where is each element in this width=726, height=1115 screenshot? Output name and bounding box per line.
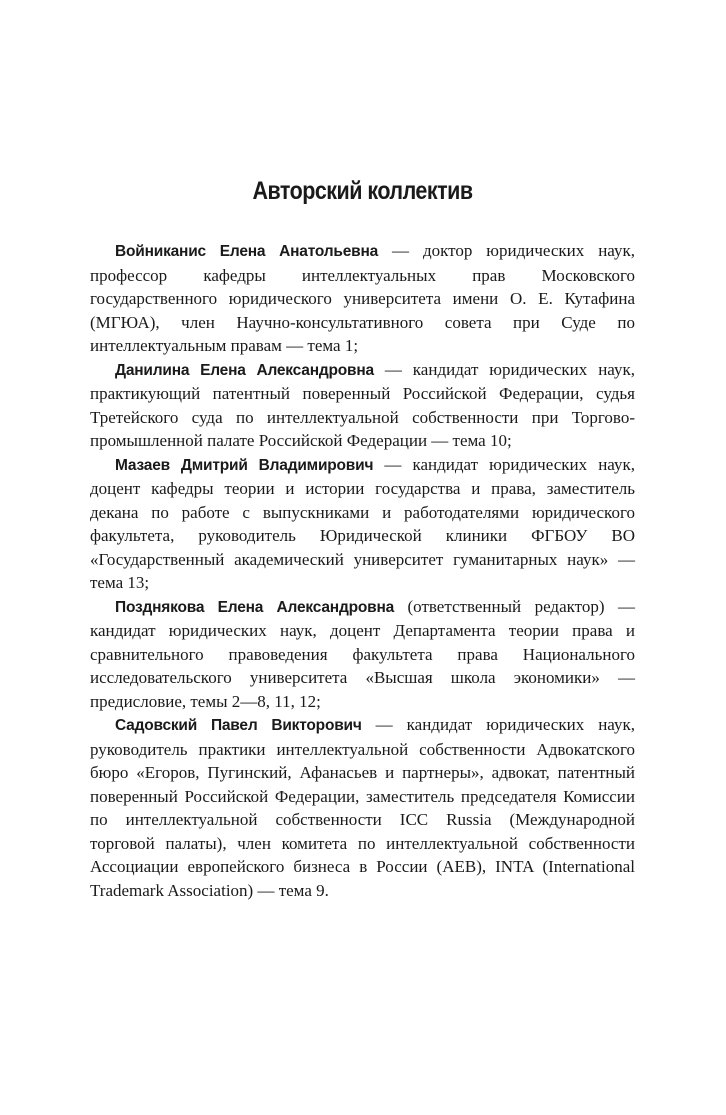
author-description: — доктор юридических наук, профессор кафедры интеллектуальных прав Московского государственного юридического университета имени О. Е. Кутафина (МГЮА), член Научно-консультативного совета при Суде по интеллектуальным правам — тема 1; bbox=[90, 241, 635, 355]
author-name: Войниканис Елена Анатольевна bbox=[115, 243, 379, 260]
author-entry bbox=[90, 713, 635, 902]
document-page bbox=[90, 0, 635, 1115]
author-description: — кандидат юридических наук, практикующий патентный поверенный Российской Федерации, судья Третейского суда по интеллектуальной собственности при Торгово-промышленной палате Российской Федерации — тема 10; bbox=[90, 359, 635, 450]
author-entry bbox=[90, 453, 635, 595]
author-name: Мазаев Дмитрий Владимирович bbox=[115, 456, 374, 474]
author-name: Данилина Елена Александровна bbox=[115, 361, 374, 379]
author-entry bbox=[90, 358, 635, 453]
authors-list bbox=[90, 239, 635, 902]
author-description: — кандидат юридических наук, руководитель практики интеллектуальной собственности Адвокатского бюро «Егоров, Пугинский, Афанасьев и партнеры», адвокат, патентный поверенный Российской Федерации, заместитель председателя Комиссии по интеллектуальной собственности ICC Russia (Международной торговой палаты), член комитета по интеллектуальной собственности Ассоциации европейского бизнеса в России (AEB), INTA (International Trademark Association) — тема 9. bbox=[90, 715, 635, 900]
author-entry bbox=[90, 239, 635, 358]
author-entry bbox=[90, 595, 635, 714]
page-title: Авторский коллектив bbox=[252, 177, 473, 205]
author-description: — кандидат юридических наук, доцент кафедры теории и истории государства и права, заместитель декана по работе с выпускниками и работодателями юридического факультета, руководитель Юридической клиники ФГБОУ ВО «Государственный академический университет гуманитарных наук» — тема 13; bbox=[90, 454, 635, 592]
author-name: Позднякова Елена Александровна bbox=[115, 598, 395, 616]
author-name: Садовский Павел Викторович bbox=[115, 717, 362, 734]
author-description: (ответственный редактор) — кандидат юридических наук, доцент Департамента теории права и сравнительного правоведения факультета права Национального исследовательского университета «Высшая школа экономики» — предисловие, темы 2—8, 11, 12; bbox=[90, 596, 635, 711]
